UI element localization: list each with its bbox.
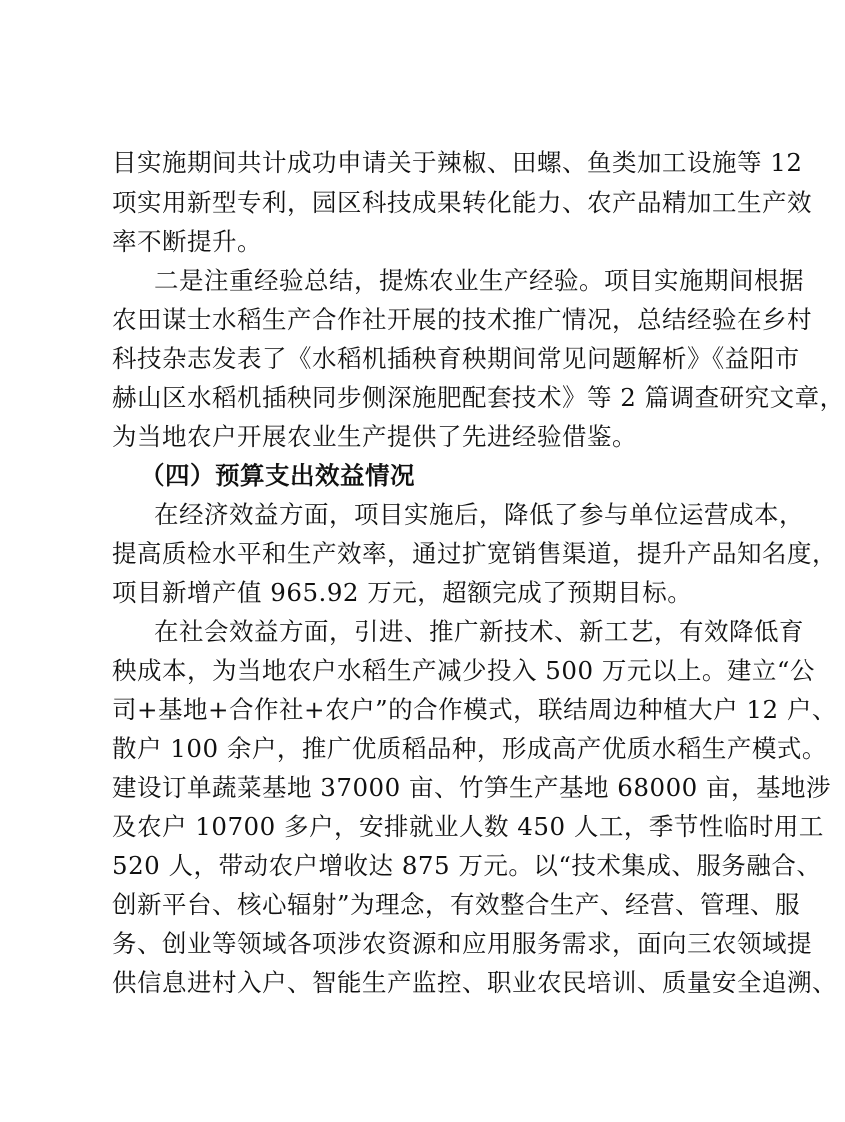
- paragraph-line: 建设订单蔬菜基地 37000 亩、竹笋生产基地 68000 亩，基地涉: [112, 773, 832, 802]
- paragraph-line: 及农户 10700 多户，安排就业人数 450 人工，季节性临时用工: [112, 812, 824, 841]
- paragraph-line: 农田谋士水稻生产合作社开展的技术推广情况，总结经验在乡村: [112, 305, 812, 334]
- section-heading: （四）预算支出效益情况: [140, 461, 415, 490]
- paragraph-line: 创新平台、核心辐射”为理念，有效整合生产、经营、管理、服: [112, 890, 801, 919]
- paragraph-line: 在经济效益方面，项目实施后，降低了参与单位运营成本，: [154, 500, 804, 529]
- paragraph-line: 务、创业等领域各项涉农资源和应用服务需求，面向三农领域提: [112, 929, 812, 958]
- paragraph-line: 科技杂志发表了《水稻机插秧育秧期间常见问题解析》《益阳市: [112, 344, 800, 373]
- paragraph-line: 率不断提升。: [112, 227, 262, 256]
- paragraph-line: 秧成本，为当地农户水稻生产减少投入 500 万元以上。建立“公: [112, 656, 815, 685]
- paragraph-line: 项实用新型专利，园区科技成果转化能力、农产品精加工生产效: [112, 188, 812, 217]
- paragraph-line: 二是注重经验总结，提炼农业生产经验。项目实施期间根据: [154, 266, 804, 295]
- paragraph-line: 赫山区水稻机插秧同步侧深施肥配套技术》等 2 篇调查研究文章，: [112, 383, 845, 412]
- paragraph-line: 520 人，带动农户增收达 875 万元。以“技术集成、服务融合、: [112, 851, 822, 880]
- paragraph-line: 目实施期间共计成功申请关于辣椒、田螺、鱼类加工设施等 12: [112, 148, 803, 177]
- paragraph-line: 提高质检水平和生产效率，通过扩宽销售渠道，提升产品知名度，: [112, 539, 837, 568]
- paragraph-line: 供信息进村入户、智能生产监控、职业农民培训、质量安全追溯、: [112, 968, 837, 997]
- paragraph-line: 在社会效益方面，引进、推广新技术、新工艺，有效降低育: [154, 617, 804, 646]
- paragraph-line: 项目新增产值 965.92 万元，超额完成了预期目标。: [112, 578, 693, 607]
- paragraph-line: 为当地农户开展农业生产提供了先进经验借鉴。: [112, 422, 637, 451]
- paragraph-line: 散户 100 余户，推广优质稻品种，形成高产优质水稻生产模式。: [112, 734, 827, 763]
- paragraph-line: 司+基地+合作社+农户”的合作模式，联结周边种植大户 12 户、: [112, 695, 837, 724]
